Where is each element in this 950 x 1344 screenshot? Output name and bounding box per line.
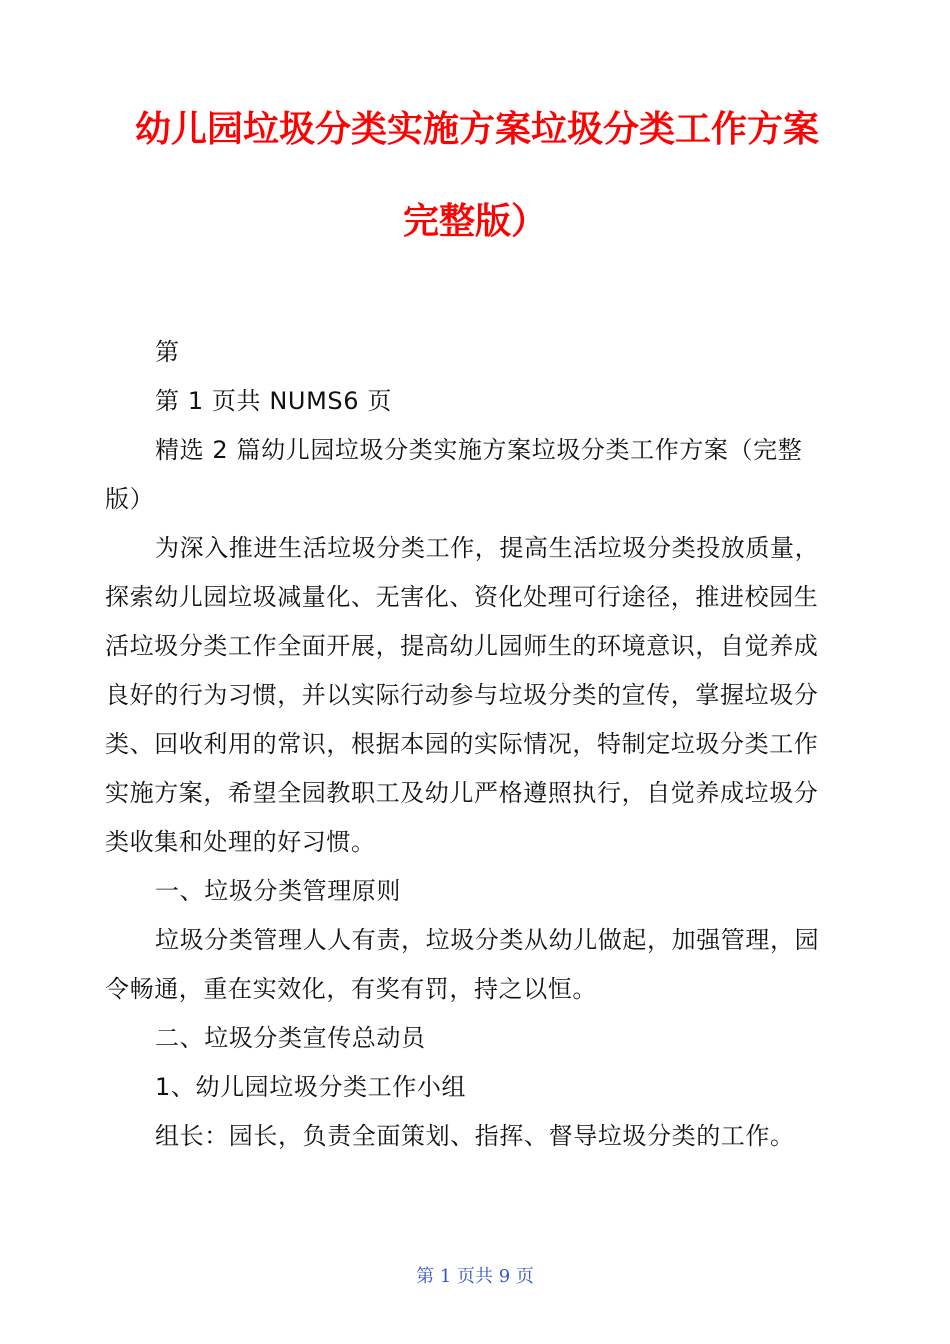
paragraph-subtitle: 精选 2 篇幼儿园垃圾分类实施方案垃圾分类工作方案（完整版） bbox=[105, 436, 803, 513]
paragraph-di: 第 bbox=[155, 338, 180, 366]
subsection-heading-1: 1、幼儿园垃圾分类工作小组 bbox=[155, 1073, 467, 1101]
paragraph-intro: 为深入推进生活垃圾分类工作，提高生活垃圾分类投放质量，探索幼儿园垃圾减量化、无害化、资化处理可行途径，推进校园生活垃圾分类工作全面开展，提高幼儿园师生的环境意识，自觉养成良好的行为习惯，并以实际行动参与垃圾分类的宣传，掌握垃圾分类、回收利用的常识，根据本园的实际情况，特制定垃圾分类工作实施方案，希望全园教职工及幼儿严格遵照执行，自觉养成垃圾分类收集和处理的好习惯。 bbox=[105, 534, 820, 856]
paragraph-leader: 组长：园长，负责全面策划、指挥、督导垃圾分类的工作。 bbox=[155, 1122, 795, 1150]
document-title-line1: 幼儿园垃圾分类实施方案垃圾分类工作方案 bbox=[135, 109, 820, 150]
section-heading-1: 一、垃圾分类管理原则 bbox=[155, 877, 401, 905]
document-title-line2: 完整版） bbox=[402, 201, 547, 242]
paragraph-principle: 垃圾分类管理人人有责，垃圾分类从幼儿做起，加强管理，园令畅通，重在实效化，有奖有罚，持之以恒。 bbox=[105, 926, 820, 1003]
document-body bbox=[105, 328, 835, 1161]
paragraph-page-count: 第 1 页共 NUMS6 页 bbox=[155, 387, 392, 415]
page-footer: 第 1 页共 9 页 bbox=[416, 1266, 534, 1287]
section-heading-2: 二、垃圾分类宣传总动员 bbox=[155, 1024, 426, 1052]
